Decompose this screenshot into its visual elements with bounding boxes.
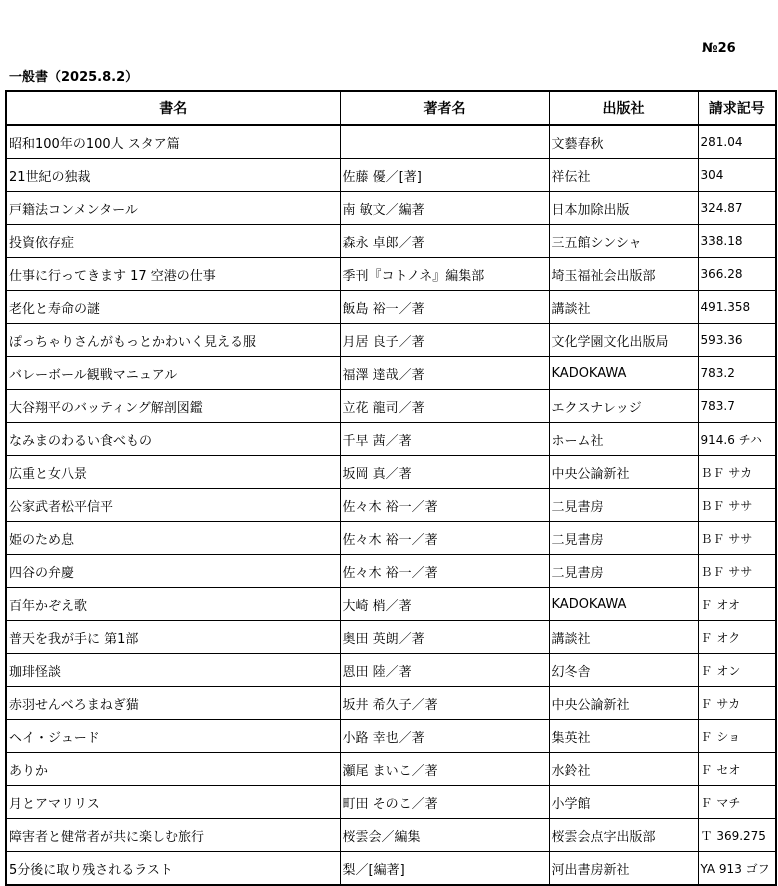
book-title: 月とアマリリス xyxy=(6,786,340,819)
book-call-number: Ｆ セオ xyxy=(698,753,776,786)
book-title: ありか xyxy=(6,753,340,786)
table-row xyxy=(6,225,776,258)
table-row xyxy=(6,522,776,555)
book-call-number: 338.18 xyxy=(698,225,776,258)
table-row xyxy=(6,852,776,886)
book-call-number: Ｆ ショ xyxy=(698,720,776,753)
book-call-number: 304 xyxy=(698,159,776,192)
book-author: 桜雲会／編集 xyxy=(340,819,549,852)
book-author: 坂井 希久子／著 xyxy=(340,687,549,720)
column-header-call-number: 請求記号 xyxy=(698,91,776,125)
book-call-number: 281.04 xyxy=(698,125,776,159)
book-publisher: 集英社 xyxy=(549,720,698,753)
book-author: 梨／[編著] xyxy=(340,852,549,886)
book-title: 仕事に行ってきます 17 空港の仕事 xyxy=(6,258,340,291)
book-publisher: 埼玉福祉会出版部 xyxy=(549,258,698,291)
book-call-number: YA 913 ゴフ xyxy=(698,852,776,886)
book-title: 投資依存症 xyxy=(6,225,340,258)
book-call-number: Ｆ サカ xyxy=(698,687,776,720)
table-row xyxy=(6,258,776,291)
document-number: №26 xyxy=(702,41,736,56)
table-row xyxy=(6,423,776,456)
column-header-author: 著者名 xyxy=(340,91,549,125)
book-publisher: 二見書房 xyxy=(549,522,698,555)
book-title: 普天を我が手に 第1部 xyxy=(6,621,340,654)
book-call-number: ＢＦ ササ xyxy=(698,489,776,522)
book-title: 赤羽せんべろまねぎ猫 xyxy=(6,687,340,720)
book-call-number: 491.358 xyxy=(698,291,776,324)
book-title: 四谷の弁慶 xyxy=(6,555,340,588)
book-author: 佐藤 優／[著] xyxy=(340,159,549,192)
book-author: 季刊『コトノネ』編集部 xyxy=(340,258,549,291)
table-row xyxy=(6,588,776,621)
book-call-number: Ｆ オン xyxy=(698,654,776,687)
column-header-publisher: 出版社 xyxy=(549,91,698,125)
book-call-number: 783.2 xyxy=(698,357,776,390)
table-row xyxy=(6,291,776,324)
table-row xyxy=(6,819,776,852)
book-author: 町田 そのこ／著 xyxy=(340,786,549,819)
table-row xyxy=(6,654,776,687)
book-call-number: Ｆ マチ xyxy=(698,786,776,819)
book-list-table xyxy=(5,90,777,886)
table-body xyxy=(6,125,776,885)
book-publisher: 中央公論新社 xyxy=(549,687,698,720)
book-publisher: 日本加除出版 xyxy=(549,192,698,225)
book-publisher: 中央公論新社 xyxy=(549,456,698,489)
book-author xyxy=(340,125,549,159)
book-title: 百年かぞえ歌 xyxy=(6,588,340,621)
book-publisher: 祥伝社 xyxy=(549,159,698,192)
book-call-number: 324.87 xyxy=(698,192,776,225)
book-author: 瀬尾 まいこ／著 xyxy=(340,753,549,786)
book-author: 大崎 梢／著 xyxy=(340,588,549,621)
table-row xyxy=(6,159,776,192)
book-publisher: 二見書房 xyxy=(549,489,698,522)
book-author: 月居 良子／著 xyxy=(340,324,549,357)
book-call-number: 914.6 チハ xyxy=(698,423,776,456)
book-publisher: ホーム社 xyxy=(549,423,698,456)
book-call-number: 366.28 xyxy=(698,258,776,291)
table-row xyxy=(6,456,776,489)
book-call-number: ＢＦ ササ xyxy=(698,522,776,555)
table-row xyxy=(6,192,776,225)
book-publisher: 講談社 xyxy=(549,291,698,324)
book-title: 戸籍法コンメンタール xyxy=(6,192,340,225)
book-publisher: 講談社 xyxy=(549,621,698,654)
table-row xyxy=(6,555,776,588)
book-title: ぽっちゃりさんがもっとかわいく見える服 xyxy=(6,324,340,357)
document-heading: 一般書（2025.8.2） xyxy=(9,70,139,85)
book-publisher: 文藝春秋 xyxy=(549,125,698,159)
table-row xyxy=(6,720,776,753)
book-publisher: 二見書房 xyxy=(549,555,698,588)
book-title: 5分後に取り残されるラスト xyxy=(6,852,340,886)
book-title: なみまのわるい食べもの xyxy=(6,423,340,456)
book-title: 公家武者松平信平 xyxy=(6,489,340,522)
table-row xyxy=(6,125,776,159)
table-row xyxy=(6,390,776,423)
table-row xyxy=(6,786,776,819)
table-row xyxy=(6,753,776,786)
table-row xyxy=(6,324,776,357)
book-author: 坂岡 真／著 xyxy=(340,456,549,489)
book-call-number: Ｆ オオ xyxy=(698,588,776,621)
book-publisher: 小学館 xyxy=(549,786,698,819)
book-publisher: 幻冬舎 xyxy=(549,654,698,687)
book-author: 小路 幸也／著 xyxy=(340,720,549,753)
book-title: 広重と女八景 xyxy=(6,456,340,489)
book-author: 立花 龍司／著 xyxy=(340,390,549,423)
book-title: ヘイ・ジュード xyxy=(6,720,340,753)
book-title: 珈琲怪談 xyxy=(6,654,340,687)
book-author: 飯島 裕一／著 xyxy=(340,291,549,324)
book-publisher: 水鈴社 xyxy=(549,753,698,786)
table-row xyxy=(6,621,776,654)
table-row xyxy=(6,687,776,720)
table-row xyxy=(6,489,776,522)
book-call-number: 593.36 xyxy=(698,324,776,357)
book-author: 福澤 達哉／著 xyxy=(340,357,549,390)
book-title: 姫のため息 xyxy=(6,522,340,555)
book-call-number: ＢＦ ササ xyxy=(698,555,776,588)
book-author: 佐々木 裕一／著 xyxy=(340,489,549,522)
book-call-number: Ｔ 369.275 xyxy=(698,819,776,852)
book-author: 森永 卓郎／著 xyxy=(340,225,549,258)
book-author: 奥田 英朗／著 xyxy=(340,621,549,654)
book-title: 大谷翔平のバッティング解剖図鑑 xyxy=(6,390,340,423)
book-title: 昭和100年の100人 スタア篇 xyxy=(6,125,340,159)
book-call-number: 783.7 xyxy=(698,390,776,423)
table-header-row xyxy=(6,91,776,125)
book-author: 南 敏文／編著 xyxy=(340,192,549,225)
book-title: 老化と寿命の謎 xyxy=(6,291,340,324)
book-author: 千早 茜／著 xyxy=(340,423,549,456)
column-header-title: 書名 xyxy=(6,91,340,125)
book-title: 障害者と健常者が共に楽しむ旅行 xyxy=(6,819,340,852)
book-publisher: 桜雲会点字出版部 xyxy=(549,819,698,852)
book-author: 佐々木 裕一／著 xyxy=(340,522,549,555)
book-author: 佐々木 裕一／著 xyxy=(340,555,549,588)
book-publisher: KADOKAWA xyxy=(549,588,698,621)
book-call-number: ＢＦ サカ xyxy=(698,456,776,489)
book-title: 21世紀の独裁 xyxy=(6,159,340,192)
book-author: 恩田 陸／著 xyxy=(340,654,549,687)
book-publisher: 河出書房新社 xyxy=(549,852,698,886)
book-publisher: 文化学園文化出版局 xyxy=(549,324,698,357)
book-publisher: 三五館シンシャ xyxy=(549,225,698,258)
book-title: バレーボール観戦マニュアル xyxy=(6,357,340,390)
book-publisher: KADOKAWA xyxy=(549,357,698,390)
book-call-number: Ｆ オク xyxy=(698,621,776,654)
book-publisher: エクスナレッジ xyxy=(549,390,698,423)
table-row xyxy=(6,357,776,390)
